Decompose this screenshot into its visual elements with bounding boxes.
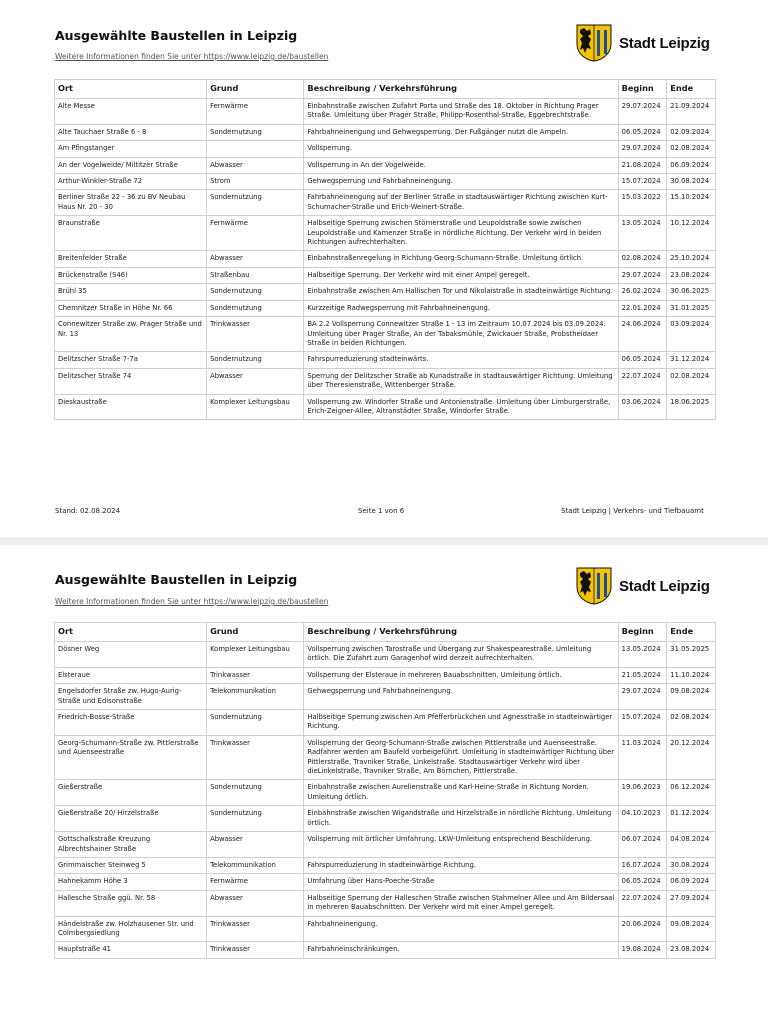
cell-ende: 09.08.2024	[667, 916, 716, 942]
cell-ort: Brückenstraße (S46)	[55, 267, 207, 283]
table-row	[55, 300, 716, 316]
cell-grund: Trinkwasser	[207, 317, 304, 352]
table-row	[55, 124, 716, 140]
cell-grund: Straßenbau	[207, 267, 304, 283]
table-body	[55, 642, 716, 959]
header-beginn: Beginn	[618, 80, 667, 99]
cell-grund: Trinkwasser	[207, 735, 304, 780]
table-row	[55, 352, 716, 368]
logo-text: Stadt Leipzig	[619, 34, 710, 52]
cell-grund: Telekommunikation	[207, 857, 304, 873]
cell-ende: 31.12.2024	[667, 352, 716, 368]
cell-beschreibung: Einbahnstraße zwischen Aurelienstraße und Karl-Heine-Straße in Richtung Norden. Umleitung örtlich.	[304, 780, 618, 806]
cell-ort: Alte Messe	[55, 99, 207, 125]
table-row	[55, 141, 716, 157]
cell-beschreibung: Vollsperrung mit örtlicher Umfahrung. LKW-Umleitung entsprechend Beschilderung.	[304, 832, 618, 858]
cell-beginn: 29.07.2024	[618, 99, 667, 125]
cell-ende: 06.12.2024	[667, 780, 716, 806]
cell-beginn: 19.06.2023	[618, 780, 667, 806]
table-body	[55, 99, 716, 420]
table-row	[55, 642, 716, 668]
footer-page-number: Seite 1 von 6	[358, 507, 405, 515]
cell-grund: Abwasser	[207, 368, 304, 394]
cell-beschreibung: Kurzzeitige Radwegsperrung mit Fahrbahneinengung.	[304, 300, 618, 316]
cell-grund: Sondernutzung	[207, 710, 304, 736]
cell-beginn: 19.08.2024	[618, 942, 667, 958]
table-row	[55, 874, 716, 890]
cell-beschreibung: Sperrung der Delitzscher Straße ab Kunadstraße in stadtauswärtiger Richtung. Umleitung über Theresienstraße, Wittenberger Straße.	[304, 368, 618, 394]
pdf-page-2	[0, 545, 768, 1024]
cell-ort: Breitenfelder Straße	[55, 251, 207, 267]
cell-beschreibung: Gehwegsperrung und Fahrbahneinengung.	[304, 174, 618, 190]
cell-beginn: 29.07.2024	[618, 684, 667, 710]
cell-ende: 23.08.2024	[667, 942, 716, 958]
cell-beschreibung: Halbseitige Sperrung zwischen Am Pfefferbrückchen und Agnesstraße in stadteinwärtiger Richtung.	[304, 710, 618, 736]
cell-grund: Fernwärme	[207, 874, 304, 890]
cell-ende: 06.09.2024	[667, 157, 716, 173]
cell-ort: Alte Tauchaer Straße 6 - 8	[55, 124, 207, 140]
cell-beginn: 04.10.2023	[618, 806, 667, 832]
footer-organization: Stadt Leipzig | Verkehrs- und Tiefbauamt	[561, 507, 704, 515]
table-row	[55, 394, 716, 420]
cell-ort: Hauptstraße 41	[55, 942, 207, 958]
cell-beginn: 29.07.2024	[618, 267, 667, 283]
cell-ende: 01.12.2024	[667, 806, 716, 832]
table-row	[55, 174, 716, 190]
cell-ort: Hallesche Straße ggü. Nr. 58	[55, 890, 207, 916]
table-header-row	[55, 80, 716, 99]
cell-beschreibung: Vollsperrung der Georg-Schumann-Straße zwischen Pittlerstraße und Auenseestraße. Radfahrer werden am Baufeld vorbeigeführt. Umleitung in stadteinwärtiger Richtung über Pittlerstraße, Travniker Straße, Linkelstraße. Stadtauswärtiger Verkehr wird über dieLinkelstraße, Travniker Straße, Am Börnchen, Pittlerstraße.	[304, 735, 618, 780]
header-beschreibung: Beschreibung / Verkehrsführung	[304, 80, 618, 99]
table-row	[55, 710, 716, 736]
cell-beschreibung: Vollsperrung zwischen Tarostraße und Übergang zur Shakespearestraße. Umleitung örtlich. Die Zufahrt zum Garagenhof wird derzeit aufrechterhalten.	[304, 642, 618, 668]
cell-beschreibung: Vollsperrung.	[304, 141, 618, 157]
cell-beschreibung: BA 2.2 Vollsperrung Connewitzer Straße 1 - 13 im Zeitraum 10.07.2024 bis 03.09.2024. Umleitung über Prager Straße, An der Tabaksmühle, Zwickauer Straße, Probstheidaer Straße in beiden Richtungen.	[304, 317, 618, 352]
cell-beschreibung: Fahrbahneinengung auf der Berliner Straße in stadtauswärtiger Richtung zwischen Kurt-Schumacher-Straße und Erich-Weinert-Straße.	[304, 190, 618, 216]
cell-ende: 04.08.2024	[667, 832, 716, 858]
page-separator	[0, 537, 768, 545]
cell-beschreibung: Einbahnstraße zwischen Zufahrt Porta und Straße des 18. Oktober in Richtung Prager Straße. Umleitung über Prager Straße, Philipp-Rosenthal-Straße, Eggebrechtstraße.	[304, 99, 618, 125]
cell-ort: Berliner Straße 22 - 36 zu BV Neubau Haus Nr. 20 - 30	[55, 190, 207, 216]
cell-beginn: 22.07.2024	[618, 890, 667, 916]
cell-beschreibung: Einbahnstraße zwischen Am Hallischen Tor und Nikolaistraße in stadteinwärtige Richtung.	[304, 284, 618, 300]
cell-beschreibung: Halbseitige Sperrung. Der Verkehr wird mit einer Ampel geregelt.	[304, 267, 618, 283]
cell-ort: Elsteraue	[55, 667, 207, 683]
cell-beschreibung: Vollsperrung der Elsteraue in mehreren Bauabschnitten. Umleitung örtlich.	[304, 667, 618, 683]
cell-ort: Connewitzer Straße zw. Prager Straße und Nr. 13	[55, 317, 207, 352]
cell-ende: 18.06.2025	[667, 394, 716, 420]
cell-ende: 15.10.2024	[667, 190, 716, 216]
table-row	[55, 832, 716, 858]
cell-ende: 30.08.2024	[667, 857, 716, 873]
cell-beschreibung: Fahrspurreduzierung stadteinwärts.	[304, 352, 618, 368]
cell-beginn: 20.06.2024	[618, 916, 667, 942]
cell-beschreibung: Umfahrung über Hans-Poeche-Straße	[304, 874, 618, 890]
cell-grund: Abwasser	[207, 251, 304, 267]
cell-ort: Händelstraße zw. Holzhausener Str. und Colmbergsiedlung	[55, 916, 207, 942]
page-title: Ausgewählte Baustellen in Leipzig	[55, 28, 298, 43]
table-row	[55, 317, 716, 352]
table-row	[55, 190, 716, 216]
table-row	[55, 684, 716, 710]
cell-ende: 30.06.2025	[667, 284, 716, 300]
cell-beschreibung: Vollsperrung in An der Vogelweide.	[304, 157, 618, 173]
table-row	[55, 284, 716, 300]
cell-ort: Grimmaischer Steinweg 5	[55, 857, 207, 873]
cell-beginn: 24.06.2024	[618, 317, 667, 352]
cell-ort: Georg-Schumann-Straße zw. Pittlerstraße und Auenseestraße	[55, 735, 207, 780]
cell-ort: Hahnekamm Höhe 3	[55, 874, 207, 890]
logo-text: Stadt Leipzig	[619, 577, 710, 595]
header-beschreibung: Beschreibung / Verkehrsführung	[304, 623, 618, 642]
cell-grund: Sondernutzung	[207, 806, 304, 832]
cell-ort: Braunstraße	[55, 216, 207, 251]
footer-stand: Stand: 02.08.2024	[55, 507, 121, 515]
header-ende: Ende	[667, 623, 716, 642]
cell-beginn: 02.08.2024	[618, 251, 667, 267]
cell-ort: Friedrich-Bosse-Straße	[55, 710, 207, 736]
cell-ort: Delitzscher Straße 74	[55, 368, 207, 394]
cell-ende: 10.12.2024	[667, 216, 716, 251]
cell-beschreibung: Gehwegsperrung und Fahrbahneinengung.	[304, 684, 618, 710]
cell-ort: Chemnitzer Straße in Höhe Nr. 66	[55, 300, 207, 316]
cell-ende: 02.08.2024	[667, 141, 716, 157]
cell-ende: 31.05.2025	[667, 642, 716, 668]
header-ort: Ort	[55, 623, 207, 642]
cell-ort: Engelsdorfer Straße zw. Hugo-Aurig-Straße und Edisonstraße	[55, 684, 207, 710]
cell-ende: 23.08.2024	[667, 267, 716, 283]
header-ende: Ende	[667, 80, 716, 99]
table-row	[55, 216, 716, 251]
cell-beschreibung: Fahrbahneinengung und Gehwegsperrung. Der Fußgänger nutzt die Ampeln.	[304, 124, 618, 140]
cell-grund: Sondernutzung	[207, 190, 304, 216]
table-row	[55, 857, 716, 873]
table-row	[55, 99, 716, 125]
cell-grund: Sondernutzung	[207, 780, 304, 806]
header-grund: Grund	[207, 80, 304, 99]
cell-beginn: 13.05.2024	[618, 642, 667, 668]
cell-beginn: 15.07.2024	[618, 710, 667, 736]
header-beginn: Beginn	[618, 623, 667, 642]
header-ort: Ort	[55, 80, 207, 99]
table-row	[55, 890, 716, 916]
cell-beginn: 21.08.2024	[618, 157, 667, 173]
table-header-row	[55, 623, 716, 642]
cell-grund: Trinkwasser	[207, 916, 304, 942]
cell-beschreibung: Einbahnstraße zwischen Wigandstraße und Hirzelstraße in nördliche Richtung. Umleitung örtlich.	[304, 806, 618, 832]
info-link[interactable]: Weitere Informationen finden Sie unter https://www.leipzig.de/baustellen	[55, 52, 329, 61]
cell-beschreibung: Fahrbahneinengung.	[304, 916, 618, 942]
cell-beschreibung: Einbahnstraßenregelung in Richtung Georg-Schumann-Straße. Umleitung örtlich.	[304, 251, 618, 267]
table-row	[55, 267, 716, 283]
table-row	[55, 667, 716, 683]
cell-ende: 11.10.2024	[667, 667, 716, 683]
cell-beginn: 06.05.2024	[618, 352, 667, 368]
leipzig-coat-of-arms-icon	[576, 24, 612, 62]
cell-grund: Sondernutzung	[207, 352, 304, 368]
cell-grund	[207, 141, 304, 157]
cell-ort: Gießerstraße	[55, 780, 207, 806]
cell-ort: Brühl 35	[55, 284, 207, 300]
cell-ende: 31.01.2025	[667, 300, 716, 316]
cell-beginn: 15.07.2024	[618, 174, 667, 190]
stadt-leipzig-logo	[576, 24, 710, 62]
cell-grund: Abwasser	[207, 832, 304, 858]
cell-grund: Fernwärme	[207, 99, 304, 125]
cell-grund: Komplexer Leitungsbau	[207, 394, 304, 420]
cell-beginn: 22.07.2024	[618, 368, 667, 394]
construction-sites-table	[54, 622, 716, 959]
construction-sites-table	[54, 79, 716, 420]
header-grund: Grund	[207, 623, 304, 642]
cell-ende: 27.09.2024	[667, 890, 716, 916]
cell-ende: 02.08.2024	[667, 368, 716, 394]
table-row	[55, 780, 716, 806]
cell-ort: Dieskaustraße	[55, 394, 207, 420]
cell-beginn: 06.05.2024	[618, 124, 667, 140]
cell-beschreibung: Halbseitige Sperrung zwischen Störnerstraße und Leupoldstraße sowie zwischen Leupoldstraße und Kamenzer Straße in nördliche Richtung. Der Verkehr wird in beiden Richtungen aufrechterhalten.	[304, 216, 618, 251]
cell-ende: 02.08.2024	[667, 710, 716, 736]
cell-ort: Gießerstraße 20/ Hirzelstraße	[55, 806, 207, 832]
cell-grund: Telekommunikation	[207, 684, 304, 710]
cell-ende: 21.09.2024	[667, 99, 716, 125]
cell-beginn: 15.03.2022	[618, 190, 667, 216]
cell-grund: Sondernutzung	[207, 124, 304, 140]
table-row	[55, 806, 716, 832]
cell-ende: 30.08.2024	[667, 174, 716, 190]
cell-beginn: 29.07.2024	[618, 141, 667, 157]
cell-beschreibung: Vollsperrung zw. Windorfer Straße und Antonienstraße. Umleitung über Limburgerstraße, Erich-Zeigner-Allee, Altranstädter Straße, Windorfer Straße.	[304, 394, 618, 420]
cell-ende: 20.12.2024	[667, 735, 716, 780]
cell-beginn: 26.02.2024	[618, 284, 667, 300]
cell-beginn: 16.07.2024	[618, 857, 667, 873]
cell-ende: 03.09.2024	[667, 317, 716, 352]
cell-beginn: 13.05.2024	[618, 216, 667, 251]
table-row	[55, 368, 716, 394]
cell-ort: Am Pfingstanger	[55, 141, 207, 157]
cell-ort: Delitzscher Straße 7-7a	[55, 352, 207, 368]
cell-grund: Abwasser	[207, 157, 304, 173]
cell-beginn: 21.05.2024	[618, 667, 667, 683]
cell-grund: Abwasser	[207, 890, 304, 916]
cell-ende: 06.09.2024	[667, 874, 716, 890]
table-row	[55, 157, 716, 173]
cell-beschreibung: Fahrbahneinschränkungen.	[304, 942, 618, 958]
cell-ende: 02.09.2024	[667, 124, 716, 140]
cell-grund: Sondernutzung	[207, 300, 304, 316]
cell-beginn: 11.03.2024	[618, 735, 667, 780]
table-row	[55, 251, 716, 267]
table-row	[55, 942, 716, 958]
cell-beschreibung: Halbseitige Sperrung der Halleschen Straße zwischen Stahmelner Allee und Am Bildersaal in mehreren Bauabschnitten. Der Verkehr wird mit einer Ampel geregelt.	[304, 890, 618, 916]
table-row	[55, 735, 716, 780]
cell-beginn: 03.06.2024	[618, 394, 667, 420]
stadt-leipzig-logo	[576, 567, 710, 605]
cell-grund: Sondernutzung	[207, 284, 304, 300]
leipzig-coat-of-arms-icon	[576, 567, 612, 605]
cell-ort: An der Vogelweide/ Miltitzer Straße	[55, 157, 207, 173]
cell-ende: 09.08.2024	[667, 684, 716, 710]
cell-ende: 25.10.2024	[667, 251, 716, 267]
cell-beginn: 06.07.2024	[618, 832, 667, 858]
table-row	[55, 916, 716, 942]
cell-ort: Dösner Weg	[55, 642, 207, 668]
cell-grund: Fernwärme	[207, 216, 304, 251]
info-link[interactable]: Weitere Informationen finden Sie unter https://www.leipzig.de/baustellen	[55, 597, 329, 606]
cell-grund: Strom	[207, 174, 304, 190]
page-title: Ausgewählte Baustellen in Leipzig	[55, 572, 298, 587]
cell-grund: Komplexer Leitungsbau	[207, 642, 304, 668]
cell-ort: Gottschalkstraße Kreuzung Albrechtshainer Straße	[55, 832, 207, 858]
cell-beginn: 22.01.2024	[618, 300, 667, 316]
cell-beschreibung: Fahrspurreduzierung in stadteinwärtige Richtung.	[304, 857, 618, 873]
cell-beginn: 06.05.2024	[618, 874, 667, 890]
cell-ort: Arthur-Winkler-Straße 72	[55, 174, 207, 190]
cell-grund: Trinkwasser	[207, 667, 304, 683]
cell-grund: Trinkwasser	[207, 942, 304, 958]
